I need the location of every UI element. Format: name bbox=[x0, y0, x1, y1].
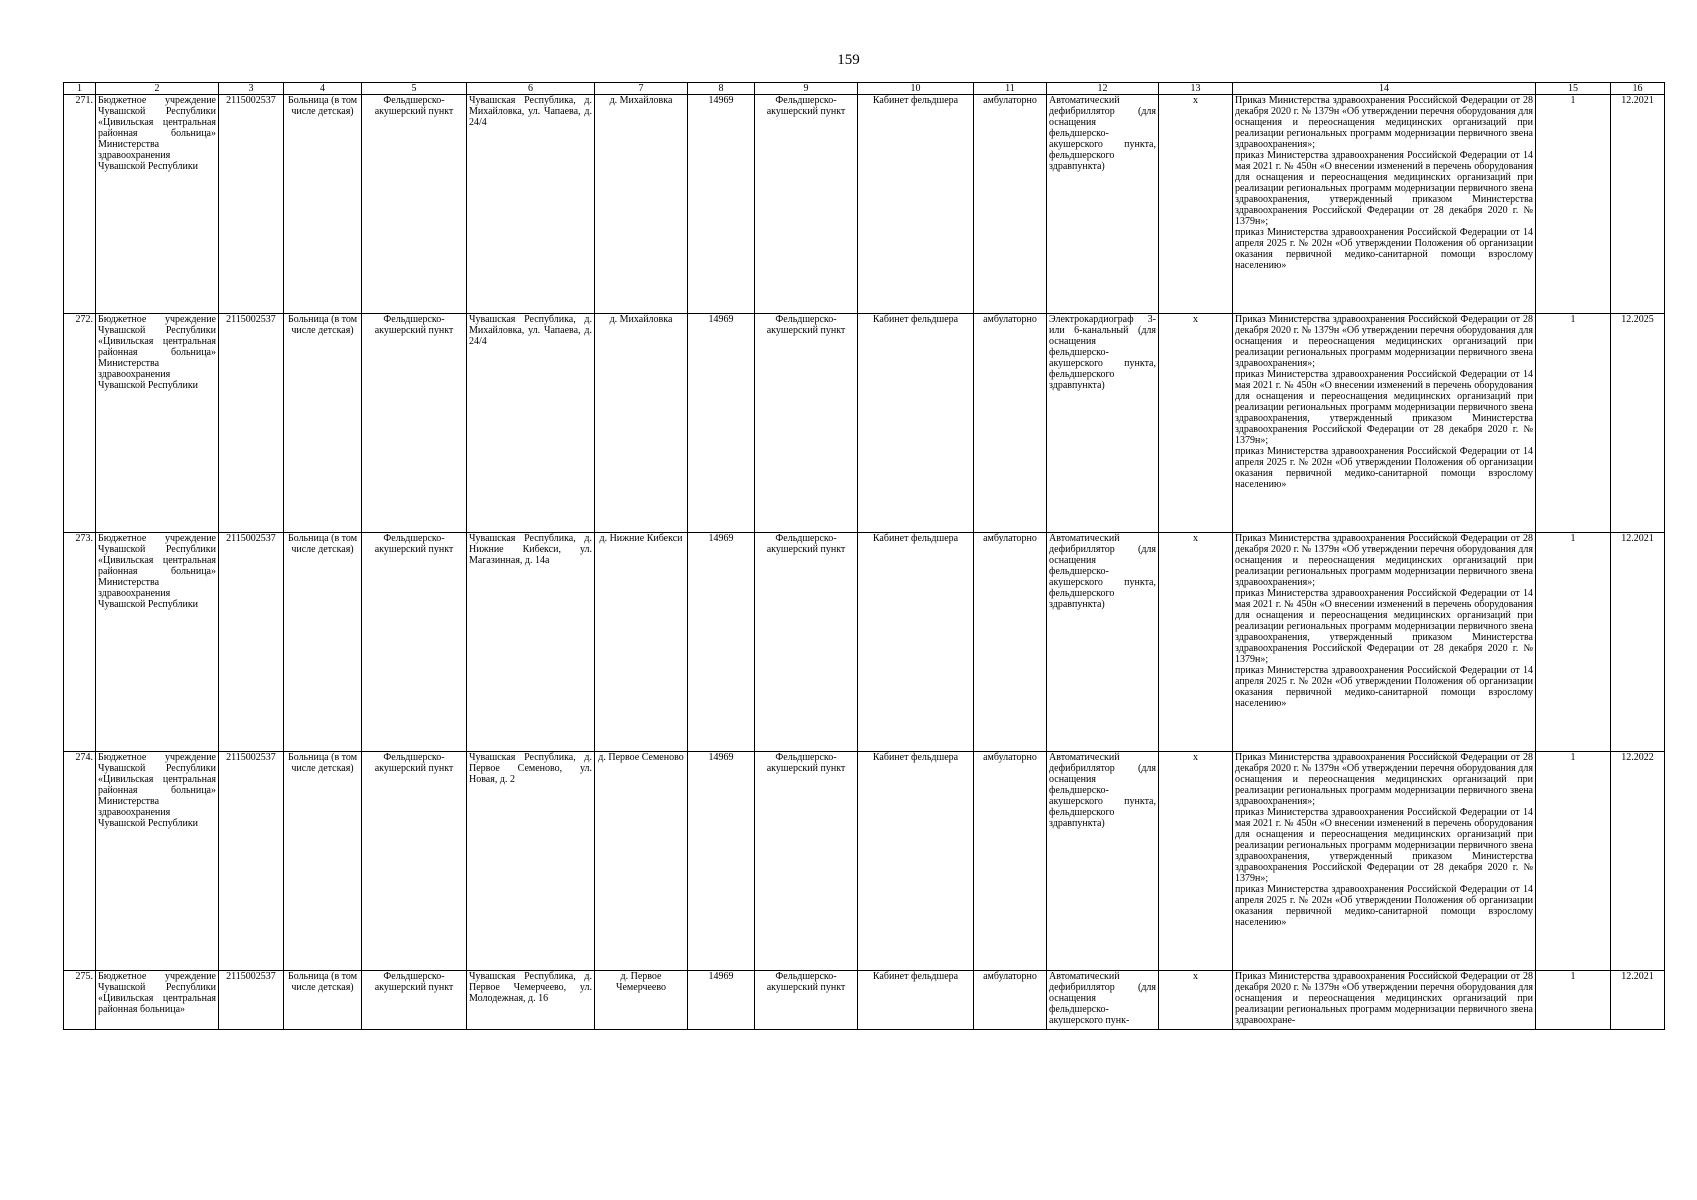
cell-num: 275. bbox=[64, 971, 96, 1030]
basis-paragraph: Приказ Министерства здравоохранения Российской Федерации от 28 декабря 2020 г. № 1379н «Об утверждении перечня оборудования для оснащения и переоснащения медицинских организаций при реализации региональных программ модернизации первичного звена здравоохранения»; bbox=[1235, 95, 1533, 150]
basis-paragraph: приказ Министерства здравоохранения Российской Федерации от 14 мая 2021 г. № 450н «О внесении изменений в перечень оборудования для оснащения и переоснащения медицинских организаций при реализации региональных программ модернизации первичного звена здравоохранения, утвержденный приказом Министерства здравоохранения Российской Федерации от 28 декабря 2020 г. № 1379н»; bbox=[1235, 588, 1533, 665]
cell-locality: д. Первое Чемерчеево bbox=[595, 971, 688, 1030]
cell-address: Чувашская Республика, д. Первое Чемерчеево, ул. Молодежная, д. 16 bbox=[467, 971, 595, 1030]
cell-date: 12.2022 bbox=[1611, 752, 1665, 971]
cell-inn: 2115002537 bbox=[219, 95, 284, 314]
cell-basis bbox=[1233, 95, 1536, 314]
cell-mode: амбулаторно bbox=[974, 95, 1047, 314]
cell-locality: д. Михайловка bbox=[595, 314, 688, 533]
cell-code: 14969 bbox=[688, 971, 755, 1030]
cell-mode: амбулаторно bbox=[974, 314, 1047, 533]
col-num: 15 bbox=[1536, 83, 1611, 95]
cell-address: Чувашская Республика, д. Михайловка, ул. Чапаева, д. 24/4 bbox=[467, 314, 595, 533]
cell-type: Больница (в том числе детская) bbox=[284, 533, 362, 752]
cell-mode: амбулаторно bbox=[974, 752, 1047, 971]
cell-division: Фельдшерско-акушерский пункт bbox=[362, 314, 467, 533]
cell-qty: 1 bbox=[1536, 533, 1611, 752]
table-row bbox=[64, 533, 1665, 752]
cell-locality: д. Первое Семеново bbox=[595, 752, 688, 971]
cell-date: 12.2021 bbox=[1611, 971, 1665, 1030]
cell-unit: Фельдшерско-акушерский пункт bbox=[755, 95, 858, 314]
cell-locality: д. Михайловка bbox=[595, 95, 688, 314]
cell-org: Бюджетное учреждение Чувашской Республики «Цивильская центральная районная больница» Министерства здравоохранения Чувашской Республики bbox=[96, 533, 219, 752]
col-num: 12 bbox=[1047, 83, 1159, 95]
table-row bbox=[64, 971, 1665, 1030]
col-num: 3 bbox=[219, 83, 284, 95]
cell-basis bbox=[1233, 314, 1536, 533]
cell-inn: 2115002537 bbox=[219, 533, 284, 752]
cell-num: 274. bbox=[64, 752, 96, 971]
col-num: 13 bbox=[1159, 83, 1233, 95]
cell-unit: Фельдшерско-акушерский пункт bbox=[755, 971, 858, 1030]
cell-unit: Фельдшерско-акушерский пункт bbox=[755, 314, 858, 533]
cell-mode: амбулаторно bbox=[974, 971, 1047, 1030]
col-num: 7 bbox=[595, 83, 688, 95]
cell-org: Бюджетное учреждение Чувашской Республики «Цивильская центральная районная больница» Министерства здравоохранения Чувашской Республики bbox=[96, 752, 219, 971]
cell-address: Чувашская Республика, д. Михайловка, ул. Чапаева, д. 24/4 bbox=[467, 95, 595, 314]
col-num: 9 bbox=[755, 83, 858, 95]
cell-division: Фельдшерско-акушерский пункт bbox=[362, 752, 467, 971]
basis-paragraph: приказ Министерства здравоохранения Российской Федерации от 14 апреля 2025 г. № 202н «Об утверждении Положения об организации оказания первичной медико-санитарной помощи взрослому населению» bbox=[1235, 665, 1533, 709]
basis-paragraph: приказ Министерства здравоохранения Российской Федерации от 14 апреля 2025 г. № 202н «Об утверждении Положения об организации оказания первичной медико-санитарной помощи взрослому населению» bbox=[1235, 446, 1533, 490]
cell-code: 14969 bbox=[688, 533, 755, 752]
cell-num: 273. bbox=[64, 533, 96, 752]
cell-code: 14969 bbox=[688, 95, 755, 314]
cell-type: Больница (в том числе детская) bbox=[284, 314, 362, 533]
cell-qty: 1 bbox=[1536, 971, 1611, 1030]
cell-equipment: Автоматический дефибриллятор (для оснащения фельдшерско-акушерского пунк- bbox=[1047, 971, 1159, 1030]
basis-paragraph: приказ Министерства здравоохранения Российской Федерации от 14 мая 2021 г. № 450н «О внесении изменений в перечень оборудования для оснащения и переоснащения медицинских организаций при реализации региональных программ модернизации первичного звена здравоохранения, утвержденный приказом Министерства здравоохранения Российской Федерации от 28 декабря 2020 г. № 1379н»; bbox=[1235, 369, 1533, 446]
cell-locality: д. Нижние Кибекси bbox=[595, 533, 688, 752]
cell-equipment: Автоматический дефибриллятор (для оснащения фельдшерско-акушерского пункта, фельдшерского здравпункта) bbox=[1047, 95, 1159, 314]
cell-num: 272. bbox=[64, 314, 96, 533]
cell-equipment: Автоматический дефибриллятор (для оснащения фельдшерско-акушерского пункта, фельдшерского здравпункта) bbox=[1047, 533, 1159, 752]
cell-unit: Фельдшерско-акушерский пункт bbox=[755, 752, 858, 971]
cell-address: Чувашская Республика, д. Первое Семеново, ул. Новая, д. 2 bbox=[467, 752, 595, 971]
cell-num: 271. bbox=[64, 95, 96, 314]
cell-type: Больница (в том числе детская) bbox=[284, 752, 362, 971]
cell-equipment: Автоматический дефибриллятор (для оснащения фельдшерско-акушерского пункта, фельдшерского здравпункта) bbox=[1047, 752, 1159, 971]
cell-room: Кабинет фельдшера bbox=[858, 752, 974, 971]
table-row bbox=[64, 95, 1665, 314]
cell-room: Кабинет фельдшера bbox=[858, 314, 974, 533]
cell-division: Фельдшерско-акушерский пункт bbox=[362, 533, 467, 752]
cell-qty: 1 bbox=[1536, 752, 1611, 971]
column-number-row bbox=[64, 83, 1665, 95]
basis-paragraph: приказ Министерства здравоохранения Российской Федерации от 14 апреля 2025 г. № 202н «Об утверждении Положения об организации оказания первичной медико-санитарной помощи взрослому населению» bbox=[1235, 884, 1533, 928]
cell-org: Бюджетное учреждение Чувашской Республики «Цивильская центральная районная больница» bbox=[96, 971, 219, 1030]
cell-address: Чувашская Республика, д. Нижние Кибекси, ул. Магазинная, д. 14а bbox=[467, 533, 595, 752]
table-row bbox=[64, 752, 1665, 971]
cell-room: Кабинет фельдшера bbox=[858, 533, 974, 752]
basis-paragraph: приказ Министерства здравоохранения Российской Федерации от 14 мая 2021 г. № 450н «О внесении изменений в перечень оборудования для оснащения и переоснащения медицинских организаций при реализации региональных программ модернизации первичного звена здравоохранения, утвержденный приказом Министерства здравоохранения Российской Федерации от 28 декабря 2020 г. № 1379н»; bbox=[1235, 807, 1533, 884]
cell-mode: амбулаторно bbox=[974, 533, 1047, 752]
cell-type: Больница (в том числе детская) bbox=[284, 95, 362, 314]
cell-inn: 2115002537 bbox=[219, 314, 284, 533]
basis-paragraph: Приказ Министерства здравоохранения Российской Федерации от 28 декабря 2020 г. № 1379н «Об утверждении перечня оборудования для оснащения и переоснащения медицинских организаций при реализации региональных программ модернизации первичного звена здравоохране- bbox=[1235, 971, 1533, 1026]
col-num: 2 bbox=[96, 83, 219, 95]
table-row bbox=[64, 314, 1665, 533]
cell-date: 12.2021 bbox=[1611, 533, 1665, 752]
cell-code: 14969 bbox=[688, 314, 755, 533]
cell-code: 14969 bbox=[688, 752, 755, 971]
cell-mark: x bbox=[1159, 533, 1233, 752]
cell-date: 12.2021 bbox=[1611, 95, 1665, 314]
col-num: 5 bbox=[362, 83, 467, 95]
cell-unit: Фельдшерско-акушерский пункт bbox=[755, 533, 858, 752]
cell-org: Бюджетное учреждение Чувашской Республики «Цивильская центральная районная больница» Министерства здравоохранения Чувашской Республики bbox=[96, 314, 219, 533]
col-num: 4 bbox=[284, 83, 362, 95]
col-num: 11 bbox=[974, 83, 1047, 95]
cell-qty: 1 bbox=[1536, 95, 1611, 314]
cell-qty: 1 bbox=[1536, 314, 1611, 533]
basis-paragraph: Приказ Министерства здравоохранения Российской Федерации от 28 декабря 2020 г. № 1379н «Об утверждении перечня оборудования для оснащения и переоснащения медицинских организаций при реализации региональных программ модернизации первичного звена здравоохранения»; bbox=[1235, 533, 1533, 588]
cell-mark: x bbox=[1159, 95, 1233, 314]
col-num: 14 bbox=[1233, 83, 1536, 95]
cell-basis bbox=[1233, 752, 1536, 971]
cell-room: Кабинет фельдшера bbox=[858, 95, 974, 314]
page-number: 159 bbox=[837, 52, 860, 68]
cell-inn: 2115002537 bbox=[219, 971, 284, 1030]
cell-inn: 2115002537 bbox=[219, 752, 284, 971]
cell-division: Фельдшерско-акушерский пункт bbox=[362, 971, 467, 1030]
basis-paragraph: приказ Министерства здравоохранения Российской Федерации от 14 апреля 2025 г. № 202н «Об утверждении Положения об организации оказания первичной медико-санитарной помощи взрослому населению» bbox=[1235, 227, 1533, 271]
cell-date: 12.2025 bbox=[1611, 314, 1665, 533]
cell-division: Фельдшерско-акушерский пункт bbox=[362, 95, 467, 314]
cell-mark: x bbox=[1159, 314, 1233, 533]
cell-room: Кабинет фельдшера bbox=[858, 971, 974, 1030]
col-num: 8 bbox=[688, 83, 755, 95]
cell-type: Больница (в том числе детская) bbox=[284, 971, 362, 1030]
cell-mark: x bbox=[1159, 971, 1233, 1030]
col-num: 6 bbox=[467, 83, 595, 95]
basis-paragraph: Приказ Министерства здравоохранения Российской Федерации от 28 декабря 2020 г. № 1379н «Об утверждении перечня оборудования для оснащения и переоснащения медицинских организаций при реализации региональных программ модернизации первичного звена здравоохранения»; bbox=[1235, 314, 1533, 369]
col-num: 1 bbox=[64, 83, 96, 95]
cell-basis bbox=[1233, 971, 1536, 1030]
cell-basis bbox=[1233, 533, 1536, 752]
cell-org: Бюджетное учреждение Чувашской Республики «Цивильская центральная районная больница» Министерства здравоохранения Чувашской Республики bbox=[96, 95, 219, 314]
cell-equipment: Электрокардиограф 3- или 6-канальный (для оснащения фельдшерско-акушерского пункта, фельдшерского здравпункта) bbox=[1047, 314, 1159, 533]
basis-paragraph: приказ Министерства здравоохранения Российской Федерации от 14 мая 2021 г. № 450н «О внесении изменений в перечень оборудования для оснащения и переоснащения медицинских организаций при реализации региональных программ модернизации первичного звена здравоохранения, утвержденный приказом Министерства здравоохранения Российской Федерации от 28 декабря 2020 г. № 1379н»; bbox=[1235, 150, 1533, 227]
col-num: 16 bbox=[1611, 83, 1665, 95]
equipment-table bbox=[63, 82, 1665, 1030]
col-num: 10 bbox=[858, 83, 974, 95]
cell-mark: x bbox=[1159, 752, 1233, 971]
basis-paragraph: Приказ Министерства здравоохранения Российской Федерации от 28 декабря 2020 г. № 1379н «Об утверждении перечня оборудования для оснащения и переоснащения медицинских организаций при реализации региональных программ модернизации первичного звена здравоохранения»; bbox=[1235, 752, 1533, 807]
